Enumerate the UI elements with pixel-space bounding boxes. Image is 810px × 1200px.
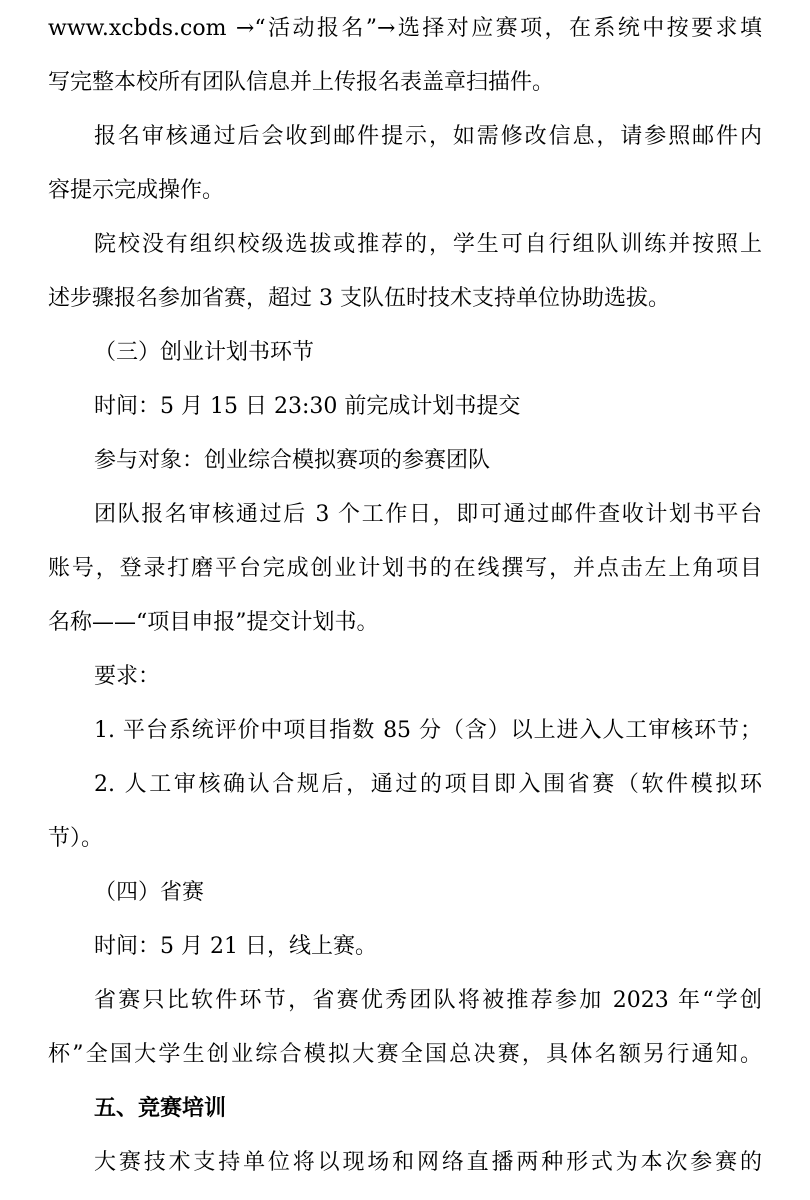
paragraph-start-line: 大赛技术支持单位将以现场和网络直播两种形式为本次参赛的 [94, 1150, 762, 1175]
paragraph-start-line: 报名审核通过后会收到邮件提示，如需修改信息，请参照邮件内 [94, 124, 762, 149]
requirement-item-1: 1. 平台系统评价中项目指数 85 分（含）以上进入人工审核环节； [94, 718, 762, 743]
text-line: 容提示完成操作。 [48, 178, 225, 203]
requirement-item-2: 2. 人工审核确认合规后，通过的项目即入围省赛（软件模拟环 [94, 772, 762, 797]
text-line: 节）。 [48, 826, 104, 851]
text-line: 杯”全国大学生创业综合模拟大赛全国总决赛，具体名额另行通知。 [48, 1042, 762, 1067]
text-line: 写完整本校所有团队信息并上传报名表盖章扫描件。 [48, 70, 555, 95]
time-line: 时间：5 月 15 日 23:30 前完成计划书提交 [94, 394, 521, 419]
paragraph-start-line: 院校没有组织校级选拔或推荐的，学生可自行组队训练并按照上 [94, 232, 762, 257]
text-line: 账号，登录打磨平台完成创业计划书的在线撰写，并点击左上角项目 [48, 556, 762, 581]
section-heading-three: （三）创业计划书环节 [94, 340, 315, 365]
section-heading-four: （四）省赛 [94, 880, 205, 905]
paragraph-start-line: 团队报名审核通过后 3 个工作日，即可通过邮件查收计划书平台 [94, 502, 762, 527]
text-line-url: www.xcbds.com →“活动报名”→选择对应赛项，在系统中按要求填 [48, 16, 762, 41]
requirements-label: 要求： [94, 664, 161, 689]
participants-line: 参与对象：创业综合模拟赛项的参赛团队 [94, 448, 491, 473]
section-heading-five: 五、竞赛培训 [94, 1096, 227, 1121]
text-line: 名称——“项目申报”提交计划书。 [48, 610, 379, 635]
time-line: 时间：5 月 21 日，线上赛。 [94, 934, 377, 959]
text-line: 述步骤报名参加省赛，超过 3 支队伍时技术支持单位协助选拔。 [48, 286, 670, 311]
paragraph-start-line: 省赛只比软件环节，省赛优秀团队将被推荐参加 2023 年“学创 [94, 988, 762, 1013]
